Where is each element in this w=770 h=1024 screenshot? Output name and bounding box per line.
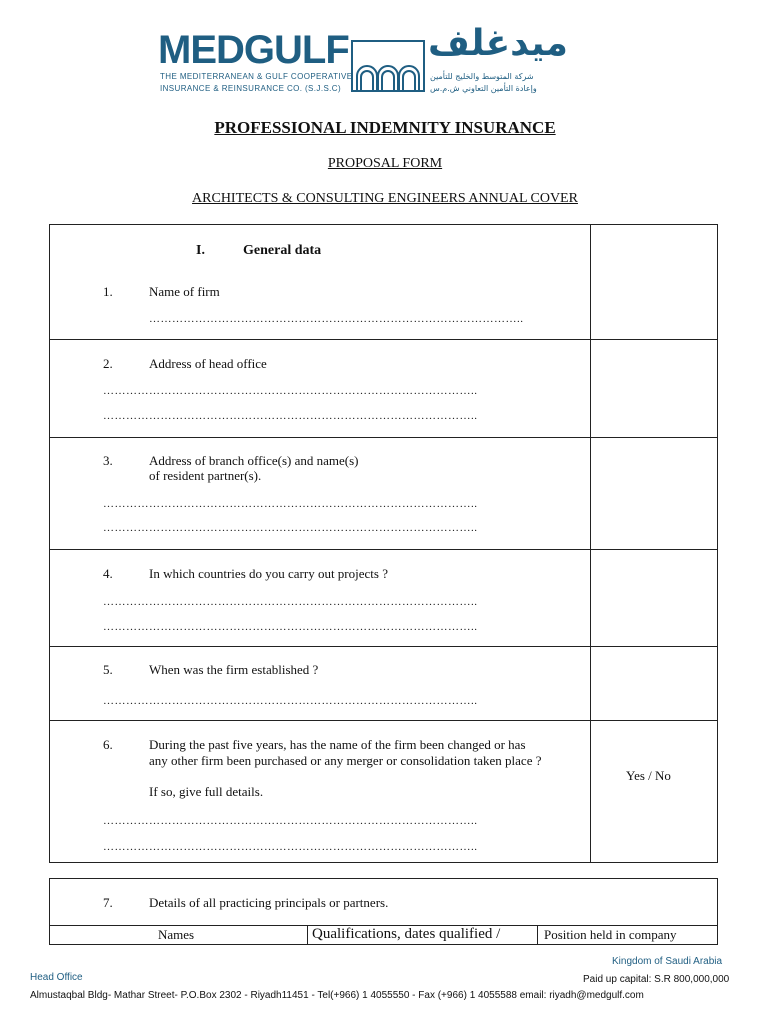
question-text: Address of head office	[149, 356, 267, 371]
logo-subtitle-line2: INSURANCE & REINSURANCE CO. (S.J.S.C)	[160, 84, 342, 93]
answer-line-details[interactable]: ……………………………………………………………………………………..	[103, 815, 478, 827]
form-title: PROPOSAL FORM	[327, 156, 443, 171]
answer-line-countries[interactable]: ……………………………………………………………………………………..	[103, 596, 478, 608]
answer-line-branch-office[interactable]: ……………………………………………………………………………………..	[103, 498, 478, 510]
answer-line-head-office[interactable]: ……………………………………………………………………………………..	[103, 385, 478, 397]
yes-no-answer[interactable]: Yes / No	[626, 768, 671, 783]
section-number: I.	[196, 243, 205, 258]
question-text: Details of all practicing principals or partners.	[149, 895, 389, 910]
question-extra: If so, give full details.	[149, 784, 264, 799]
column-header-position: Position held in company	[544, 927, 677, 942]
question-text: Address of branch office(s) and name(s)	[149, 453, 359, 468]
row-divider	[49, 646, 718, 647]
logo-subtitle-line1: THE MEDITERRANEAN & GULF COOPERATIVE	[160, 72, 353, 81]
question-text: Name of firm	[149, 284, 220, 299]
logo-name-en: MEDGULF	[158, 28, 349, 72]
cover-title: ARCHITECTS & CONSULTING ENGINEERS ANNUAL COVER	[192, 191, 578, 206]
answer-line-details[interactable]: ……………………………………………………………………………………..	[103, 841, 478, 853]
question-text: of resident partner(s).	[149, 468, 262, 483]
row-divider	[49, 720, 718, 721]
question-text: any other firm been purchased or any merger or consolidation taken place ?	[149, 753, 542, 768]
column-header-qualifications: Qualifications, dates qualified /	[312, 926, 501, 942]
logo-subtitle-ar-line2: وإعادة التأمين التعاوني ش.م.س	[430, 84, 537, 93]
footer-head-office: Head Office	[30, 972, 83, 983]
row-divider	[49, 437, 718, 438]
answer-line-head-office[interactable]: ……………………………………………………………………………………..	[103, 410, 478, 422]
logo-subtitle-ar-line1: شركة المتوسط والخليج للتأمين	[430, 72, 534, 81]
question-number: 6.	[103, 737, 113, 752]
answer-line-name-of-firm[interactable]: ……………………………………………………………………………………..	[149, 313, 524, 325]
row-divider	[49, 339, 718, 340]
logo-name-ar: ميدغلف	[428, 23, 568, 64]
question-text: In which countries do you carry out projects ?	[149, 566, 388, 581]
footer-kingdom: Kingdom of Saudi Arabia	[612, 956, 723, 967]
question-number: 4.	[103, 566, 113, 581]
question-number: 7.	[103, 895, 113, 910]
question-text: When was the firm established ?	[149, 662, 319, 677]
logo-arch-icon	[351, 40, 425, 92]
question-text: During the past five years, has the name of the firm been changed or has	[149, 737, 526, 752]
answer-line-branch-office[interactable]: ……………………………………………………………………………………..	[103, 522, 478, 534]
row-divider	[49, 549, 718, 550]
main-title: PROFESSIONAL INDEMNITY INSURANCE	[214, 118, 556, 137]
question-number: 1.	[103, 284, 113, 299]
column-header-names: Names	[158, 927, 195, 942]
answer-line-established[interactable]: ……………………………………………………………………………………..	[103, 695, 478, 707]
footer-address: Almustaqbal Bldg- Mathar Street- P.O.Box 2302 - Riyadh11451 - Tel(+966) 1 4055550 - Fax (+966) 1 4055588 email: riyadh@medgulf.com	[30, 990, 644, 1001]
footer-capital: Paid up capital: S.R 800,000,000	[583, 974, 730, 985]
column-divider	[307, 925, 308, 945]
section-title: General data	[243, 243, 322, 258]
question-number: 2.	[103, 356, 113, 371]
question-number: 3.	[103, 453, 113, 468]
question-number: 5.	[103, 662, 113, 677]
table-column-divider	[590, 224, 591, 863]
column-divider	[537, 925, 538, 945]
answer-line-countries[interactable]: ……………………………………………………………………………………..	[103, 621, 478, 633]
